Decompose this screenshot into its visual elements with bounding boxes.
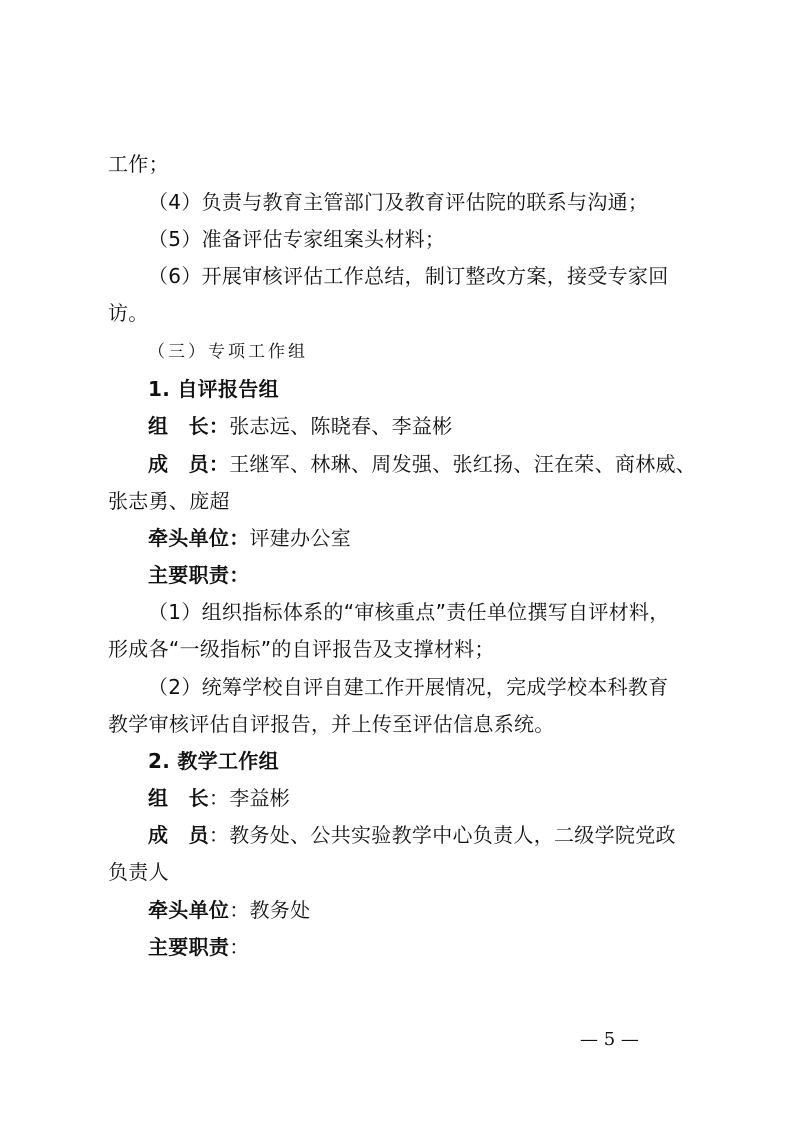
text-line: （6）开展审核评估工作总结，制订整改方案，接受专家回 xyxy=(148,264,669,288)
section-heading: （三）专项工作组 xyxy=(148,342,308,362)
field-label: 主要职责： xyxy=(148,563,250,587)
text-line: （4）负责与教育主管部门及教育评估院的联系与沟通； xyxy=(148,190,649,214)
subsection-heading: 1. 自评报告组 xyxy=(148,377,279,401)
text-line: （2）统筹学校自评自建工作开展情况，完成学校本科教育 xyxy=(148,675,669,699)
text-line: （1）组织指标体系的“审核重点”责任单位撰写自评材料， xyxy=(148,600,670,624)
field-label: 牵头单位 xyxy=(148,898,230,922)
text-line: 工作； xyxy=(108,152,169,176)
field-value: ：教务处 xyxy=(229,898,311,922)
text-line xyxy=(148,524,351,552)
text-line: 负责人 xyxy=(108,860,169,884)
field-value: ： xyxy=(229,935,250,959)
text-line: 形成各“一级指标”的自评报告及支撑材料； xyxy=(108,637,495,661)
text-line: 教学审核评估自评报告，并上传至评估信息系统。 xyxy=(108,712,555,736)
field-label: 成 员 xyxy=(148,823,209,847)
field-value: ：教务处、公共实验教学中心负责人，二级学院党政 xyxy=(208,823,676,847)
text-line xyxy=(148,821,676,849)
text-line: （5）准备评估专家组案头材料； xyxy=(148,227,446,251)
field-label: 牵头单位： xyxy=(148,526,250,550)
text-line xyxy=(148,450,696,478)
text-line xyxy=(148,933,250,961)
text-line: 访。 xyxy=(108,301,149,325)
field-value: 张志远、陈晓春、李益彬 xyxy=(229,414,453,438)
field-value: 王继军、林琳、周发强、张红扬、汪在荣、商林威、 xyxy=(229,452,697,476)
field-label: 组 长 xyxy=(148,786,209,810)
field-label: 组 长： xyxy=(148,414,230,438)
subsection-heading: 2. 教学工作组 xyxy=(148,749,279,773)
field-label: 成 员： xyxy=(148,452,230,476)
field-value: 评建办公室 xyxy=(249,526,351,550)
text-line xyxy=(148,784,290,812)
text-line xyxy=(148,896,310,924)
field-label: 主要职责 xyxy=(148,935,230,959)
page-number: — 5 — xyxy=(580,1029,639,1050)
text-line xyxy=(148,412,453,440)
field-value: ：李益彬 xyxy=(208,786,291,810)
text-line: 张志勇、庞超 xyxy=(108,489,230,513)
